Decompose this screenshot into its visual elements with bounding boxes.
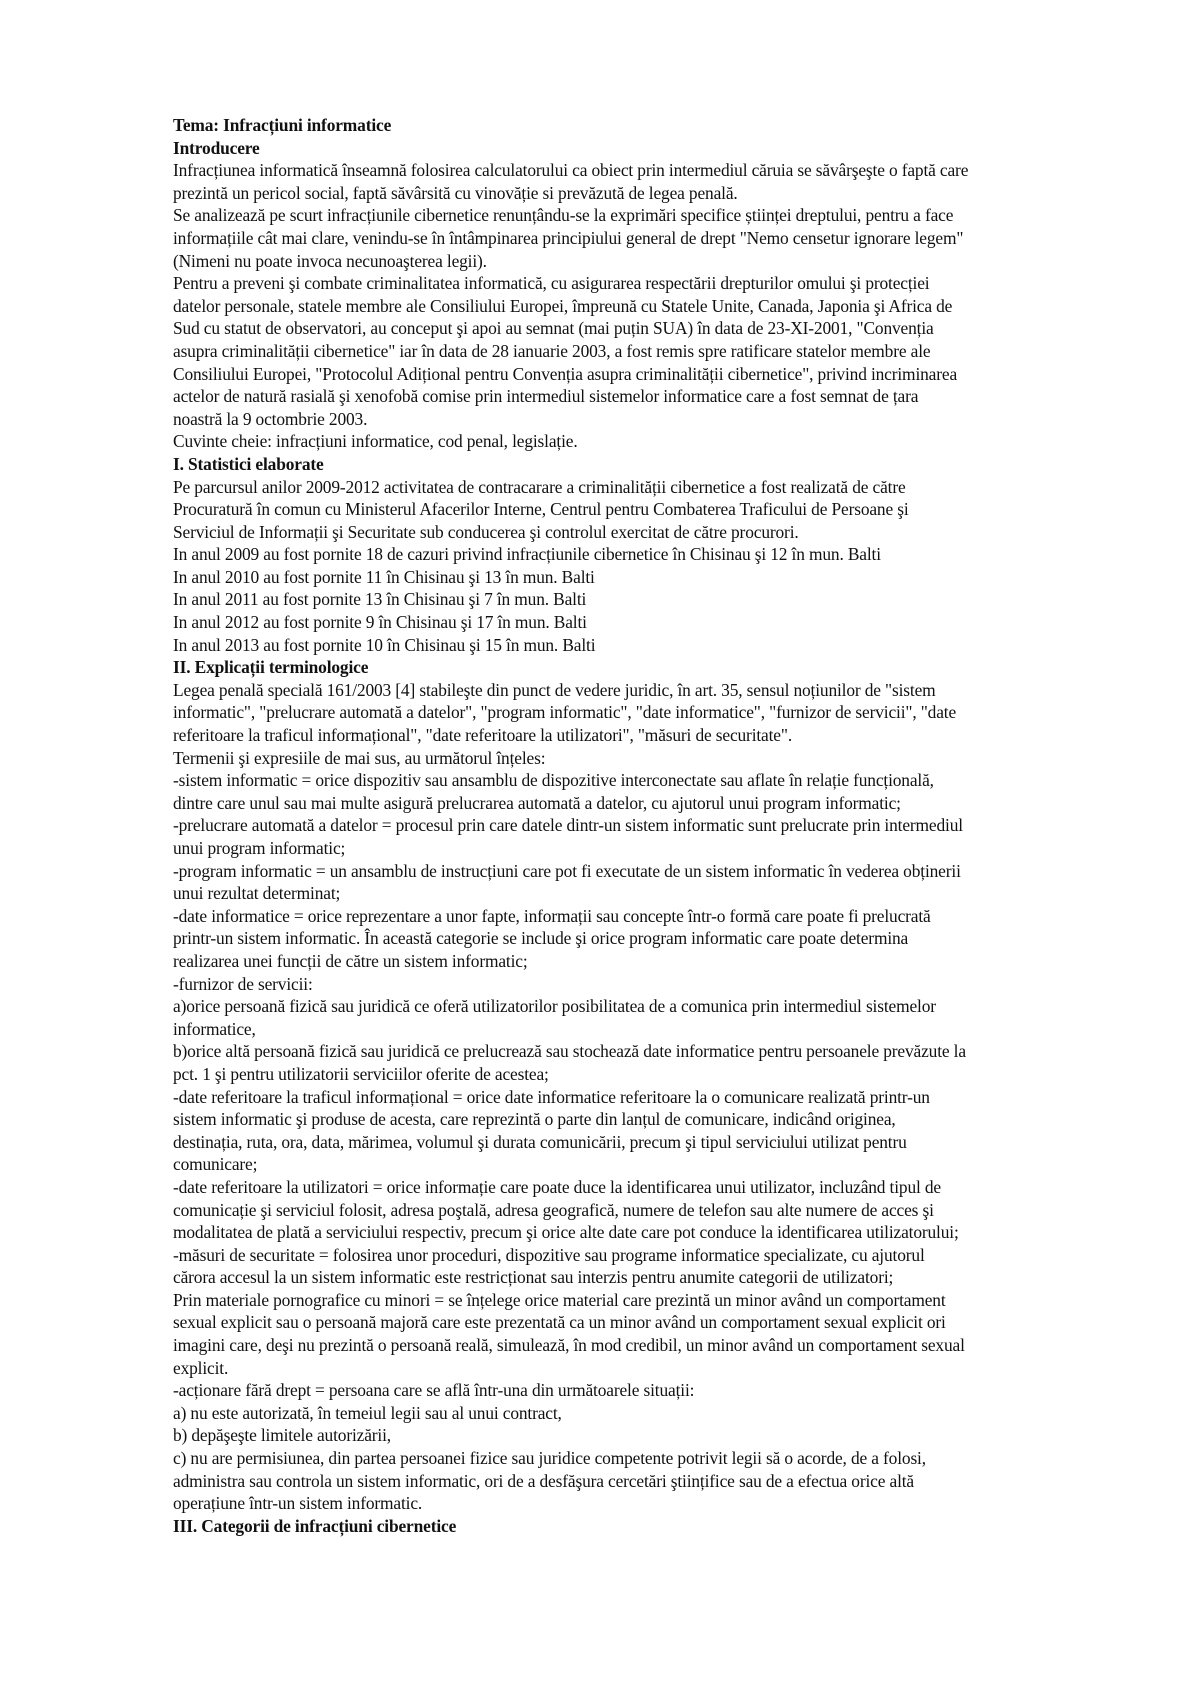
section-heading: Tema: Infracțiuni informatice xyxy=(173,115,392,135)
text-line: noastră la 9 octombrie 2003. xyxy=(173,408,368,429)
text-line: Pentru a preveni şi combate criminalitatea informatică, cu asigurarea respectării drepturilor omului şi protecției xyxy=(173,273,930,294)
document-body xyxy=(173,114,1148,1537)
text-line: -acționare fără drept = persoana care se află într-una din următoarele situații: xyxy=(173,1380,695,1401)
text-line: Consiliului Europei, "Protocolul Adițional pentru Convenția asupra criminalității cibernetice", privind incriminarea xyxy=(173,363,958,384)
text-line: informatic", "prelucrare automată a datelor", "program informatic", "date informatice", "furnizor de servicii", "date xyxy=(173,702,957,723)
text-line: Serviciul de Informații şi Securitate sub conducerea şi controlul exercitat de către procurori. xyxy=(173,521,799,542)
text-line: -prelucrare automată a datelor = procesul prin care datele dintr-un sistem informatic sunt prelucrate prin intermediul xyxy=(173,815,963,836)
text-line: c) nu are permisiunea, din partea persoanei fizice sau juridice competente potrivit legii să o acorde, de a folosi, xyxy=(173,1448,926,1469)
text-line: operațiune într-un sistem informatic. xyxy=(173,1493,423,1514)
text-line: comunicație şi serviciul folosit, adresa poştală, adresa geografică, numere de telefon sau alte numere de acces şi xyxy=(173,1199,934,1220)
text-line: informațiile cât mai clare, venindu-se în întâmpinarea principiului general de drept "Nemo censetur ignorare legem" xyxy=(173,227,964,248)
text-line: informatice, xyxy=(173,1018,256,1039)
text-line: In anul 2009 au fost pornite 18 de cazuri privind infracțiunile cibernetice în Chisinau şi 12 în mun. Balti xyxy=(173,544,881,565)
text-line: unui program informatic; xyxy=(173,838,346,858)
text-line: Sud cu statut de observatori, au conceput şi apoi au semnat (mai puțin SUA) în data de 23-XI-2001, "Convenția xyxy=(173,318,934,339)
text-line: Termenii şi expresiile de mai sus, au următorul înțeles: xyxy=(173,747,546,768)
text-line: In anul 2011 au fost pornite 13 în Chisinau şi 7 în mun. Balti xyxy=(173,589,587,610)
section-heading: II. Explicații terminologice xyxy=(173,657,369,678)
section-heading: Introducere xyxy=(173,137,260,158)
text-line: a) nu este autorizată, în temeiul legii sau al unui contract, xyxy=(173,1402,562,1423)
text-line: -sistem informatic = orice dispozitiv sau ansamblu de dispozitive interconectate sau aflate în relație funcțională, xyxy=(173,770,934,791)
text-line: destinația, ruta, ora, data, mărimea, volumul şi durata comunicării, precum şi tipul serviciului utilizat pentru xyxy=(173,1131,907,1152)
text-line: Se analizează pe scurt infracțiunile cibernetice renunțându-se la exprimări specifice științei dreptului, pentru a face xyxy=(173,205,954,226)
text-line: pct. 1 şi pentru utilizatorii serviciilor oferite de acestea; xyxy=(173,1063,549,1084)
text-line: Prin materiale pornografice cu minori = se înțelege orice material care prezintă un minor având un comportament xyxy=(173,1289,946,1310)
text-line: Cuvinte cheie: infracțiuni informatice, cod penal, legislație. xyxy=(173,431,578,452)
text-line: In anul 2010 au fost pornite 11 în Chisinau şi 13 în mun. Balti xyxy=(173,566,595,587)
text-line: Procuratură în comun cu Ministerul Afacerilor Interne, Centrul pentru Combaterea Traficului de Persoane şi xyxy=(173,499,909,520)
text-line: In anul 2012 au fost pornite 9 în Chisinau şi 17 în mun. Balti xyxy=(173,612,587,633)
text-line: (Nimeni nu poate invoca necunoaşterea legii). xyxy=(173,250,487,271)
text-line: -program informatic = un ansamblu de instrucțiuni care pot fi executate de un sistem informatic în vederea obținerii xyxy=(173,860,961,881)
text-line: -măsuri de securitate = folosirea unor proceduri, dispozitive sau programe informatice specializate, cu ajutorul xyxy=(173,1244,925,1265)
text-line: referitoare la traficul informațional", "date referitoare la utilizatori", "măsuri de securitate". xyxy=(173,725,793,746)
text-line: datelor personale, statele membre ale Consiliului Europei, împreună cu Statele Unite, Canada, Japonia şi Africa de xyxy=(173,295,953,316)
text-line: imagini care, deşi nu prezintă o persoană reală, simulează, în mod credibil, un minor având un comportament sexual xyxy=(173,1335,965,1356)
text-line: In anul 2013 au fost pornite 10 în Chisinau şi 15 în mun. Balti xyxy=(173,634,596,655)
text-line: asupra criminalității cibernetice" iar în data de 28 ianuarie 2003, a fost remis spre ratificare statelor membre ale xyxy=(173,340,931,361)
text-line: explicit. xyxy=(173,1357,229,1378)
text-line: Pe parcursul anilor 2009-2012 activitatea de contracarare a criminalității cibernetice a fost realizată de către xyxy=(173,476,906,497)
text-line: dintre care unul sau mai multe asigură prelucrarea automată a datelor, cu ajutorul unui program informatic; xyxy=(173,792,901,813)
text-line: modalitatea de plată a serviciului respectiv, precum şi orice alte date care pot conduce la identificarea utilizatorului; xyxy=(173,1222,959,1243)
text-line: realizarea unei funcții de către un sistem informatic; xyxy=(173,950,528,971)
section-heading: I. Statistici elaborate xyxy=(173,453,324,474)
text-line: prezintă un pericol social, faptă săvârsită cu vinovăție si prevăzută de legea penală. xyxy=(173,182,738,203)
text-line: comunicare; xyxy=(173,1154,258,1175)
text-line: -date referitoare la utilizatori = orice informație care poate duce la identificarea unui utilizator, incluzând tipul de xyxy=(173,1176,942,1197)
text-line: administra sau controla un sistem informatic, ori de a desfăşura cercetări ştiințifice sau de a efectua orice altă xyxy=(173,1470,914,1491)
text-line: Legea penală specială 161/2003 [4] stabileşte din punct de vedere juridic, în art. 35, sensul noțiunilor de "sistem xyxy=(173,679,936,700)
text-line: b)orice altă persoană fizică sau juridică ce prelucrează sau stochează date informatice pentru persoanele prevăzute la xyxy=(173,1041,966,1062)
text-line: cărora accesul la un sistem informatic este restricționat sau interzis pentru anumite categorii de utilizatori; xyxy=(173,1267,894,1288)
section-heading: III. Categorii de infracțiuni cibernetice xyxy=(173,1515,457,1536)
text-line: b) depăşeşte limitele autorizării, xyxy=(173,1425,391,1446)
text-line: -date referitoare la traficul informațional = orice date informatice referitoare la o comunicare realizată printr-un xyxy=(173,1086,930,1107)
text-line: unui rezultat determinat; xyxy=(173,883,341,904)
text-line: actelor de natură rasială şi xenofobă comise prin intermediul sistemelor informatice care a fost semnat de țara xyxy=(173,386,919,407)
text-line: -furnizor de servicii: xyxy=(173,973,313,994)
text-line: a)orice persoană fizică sau juridică ce oferă utilizatorilor posibilitatea de a comunica prin intermediul sistemelor xyxy=(173,996,936,1017)
text-line: -date informatice = orice reprezentare a unor fapte, informații sau concepte într-o formă care poate fi prelucrată xyxy=(173,905,931,926)
text-line: sexual explicit sau o persoană majoră care este prezentată ca un minor având un comportament sexual explicit ori xyxy=(173,1312,946,1333)
text-line: sistem informatic şi produse de acesta, care reprezintă o parte din lanțul de comunicare, indicând originea, xyxy=(173,1109,896,1130)
text-line: Infracțiunea informatică înseamnă folosirea calculatorului ca obiect prin intermediul căruia se săvârşeşte o faptă care xyxy=(173,160,969,181)
text-line: printr-un sistem informatic. În această categorie se include şi orice program informatic care poate determina xyxy=(173,928,909,949)
